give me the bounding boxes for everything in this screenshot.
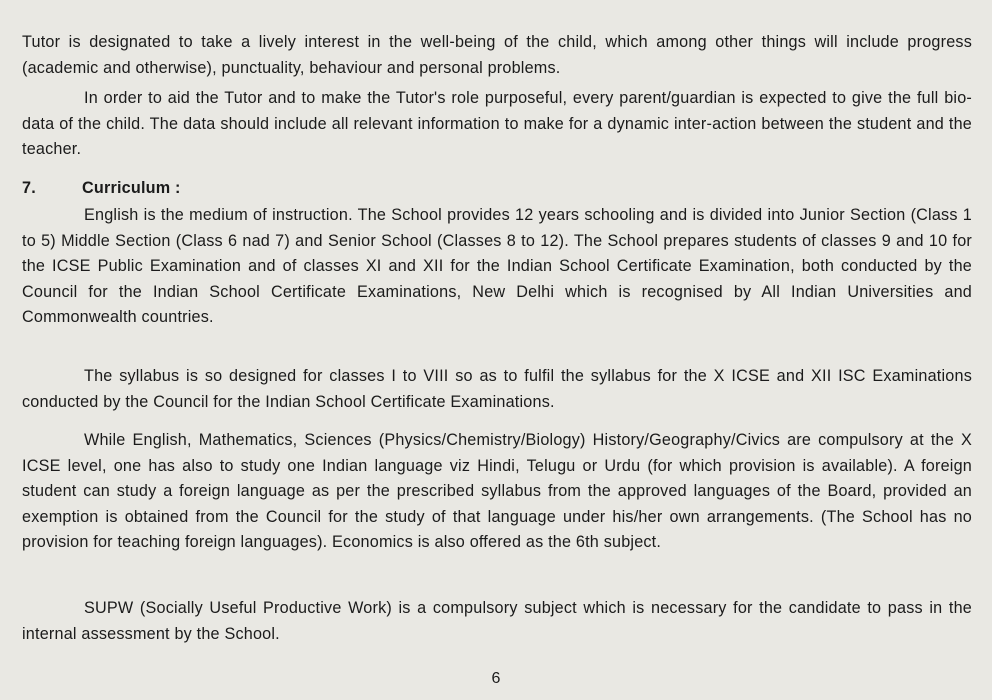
paragraph-subjects: While English, Mathematics, Sciences (Physics/Chemistry/Biology) History/Geography/Civics are compulsory at the X ICSE level, one has also to study one Indian language viz Hindi, Telugu or Urdu (for which provision is available). A foreign student can study a foreign language as per the prescribed syllabus from the approved languages of the Board, provided an exemption is obtained from the Council for the study of that language under his/her own arrangements. (The School has no provision for teaching foreign languages). Economics is also offered as the 6th subject.: [22, 431, 972, 551]
paragraph-tutor-role: Tutor is designated to take a lively interest in the well-being of the child, which among other things will include progress (academic and otherwise), punctuality, behaviour and personal problems.: [22, 33, 972, 77]
section-title: Curriculum :: [82, 179, 181, 197]
paragraph-medium-of-instruction: English is the medium of instruction. The School provides 12 years schooling and is divided into Junior Section (Class 1 to 5) Middle Section (Class 6 nad 7) and Senior School (Classes 8 to 12). The School prepares students of classes 9 and 10 for the ICSE Public Examination and of classes XI and XII for the Indian School Certificate Examination, both conducted by the Council for the Indian School Certificate Examinations, New Delhi which is recognised by All Indian Universities and Commonwealth countries.: [22, 206, 972, 326]
section-heading: [22, 176, 181, 201]
paragraph-bio-data: In order to aid the Tutor and to make the Tutor's role purposeful, every parent/guardian is expected to give the full bio-data of the child. The data should include all relevant information to make for a dynamic inter-action between the student and the teacher.: [22, 89, 972, 158]
section-number: 7.: [22, 179, 36, 197]
paragraph-supw: SUPW (Socially Useful Productive Work) is a compulsory subject which is necessary for the candidate to pass in the internal assessment by the School.: [22, 599, 972, 643]
page-number: 6: [491, 670, 501, 687]
paragraph-syllabus: The syllabus is so designed for classes I to VIII so as to fulfil the syllabus for the X ICSE and XII ISC Examinations conducted by the Council for the Indian School Certificate Examinations.: [22, 367, 972, 411]
